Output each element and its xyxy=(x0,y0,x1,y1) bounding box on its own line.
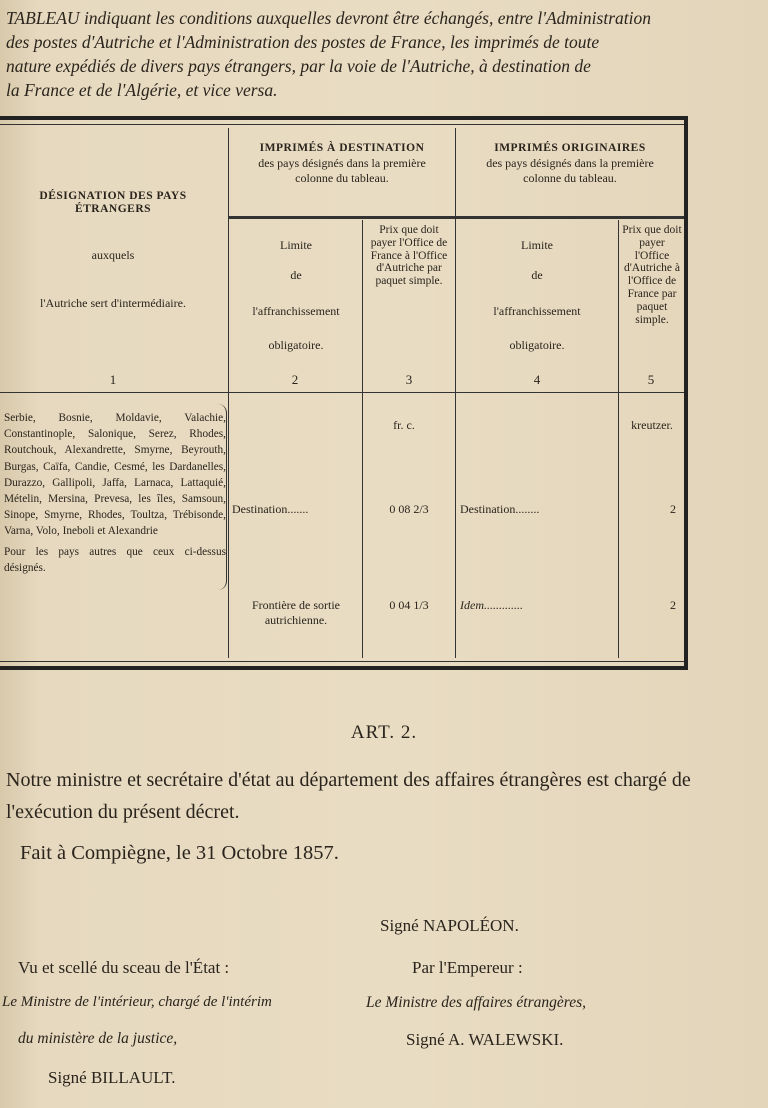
signature-napoleon: Signé NAPOLÉON. xyxy=(380,916,519,935)
header-rule xyxy=(455,216,684,219)
par-empereur: Par l'Empereur : xyxy=(412,958,523,977)
column-divider xyxy=(362,220,363,658)
limite-label: Limite xyxy=(280,238,312,252)
country-list xyxy=(4,410,226,576)
row2-price-a: 0 04 1/3 xyxy=(389,598,429,612)
limite-label: l'affranchissement xyxy=(252,304,340,318)
group-a-title: IMPRIMÉS À DESTINATION xyxy=(259,142,425,154)
row2-price-b: 2 xyxy=(670,598,676,612)
article-paragraph: Notre ministre et secrétaire d'état au département des affaires étrangères est chargé de l'exécution du présent décret. xyxy=(6,769,691,823)
ministre-interieur: Le Ministre de l'intérieur, chargé de l'intérim xyxy=(2,994,272,1010)
group-a-sub: des pays désignés dans la première colonne du tableau. xyxy=(258,156,426,185)
row1-price-a: 0 08 2/3 xyxy=(389,502,429,516)
col1-sub2: l'Autriche sert d'intermédiaire. xyxy=(40,296,186,310)
prix-b-header: Prix que doit payer l'Office d'Autriche à l'Office de France par paquet simple. xyxy=(622,224,682,326)
col-number: 2 xyxy=(291,372,299,387)
header-rule xyxy=(228,216,455,219)
column-divider xyxy=(455,128,456,658)
intro-line: la France et de l'Algérie, et vice versa. xyxy=(6,80,278,100)
exchange-table xyxy=(0,116,688,670)
prix-a-header: Prix que doit payer l'Office de France à l'Office d'Autriche par paquet simple. xyxy=(370,224,448,288)
row1-destination-b: Destination........ xyxy=(460,502,540,516)
signature-walewski: Signé A. WALEWSKI. xyxy=(406,1030,564,1049)
intro-line: des postes d'Autriche et l'Administration des postes de France, les imprimés de toute xyxy=(6,32,600,52)
group-b-sub: des pays désignés dans la première colonne du tableau. xyxy=(486,156,654,185)
ministere-justice: du ministère de la justice, xyxy=(18,1030,178,1047)
row1-countries: Serbie, Bosnie, Moldavie, Valachie, Constantinople, Salonique, Serez, Rhodes, Routchouk, Alexandrette, Smyrne, Beyrouth, Burgas, Caïfa, Candie, Cesmé, les Dardanelles, Durazzo, Gallipoli, Jaffa, Larnaca, Lattaquié, Mételin, Mersina, Prevesa, les îles, Samsoun, Sinope, Smyrne, Rhodes, Toultza, Trébisonde, Varna, Volo, Ineboli et Alexandrie xyxy=(4,412,226,538)
intro-line: nature expédiés de divers pays étrangers, par la voie de l'Autriche, à destination de xyxy=(6,56,591,76)
limite-label: de xyxy=(531,268,543,282)
row1-destination-a: Destination....... xyxy=(232,502,309,516)
column-divider xyxy=(228,128,229,658)
header-bottom-rule xyxy=(0,392,684,393)
group-b-title: IMPRIMÉS ORIGINAIRES xyxy=(494,142,646,154)
intro-line: TABLEAU indiquant les conditions auxquelles devront être échangés, entre l'Administration xyxy=(6,8,651,28)
row2-countries: Pour les pays autres que ceux ci-dessus désignés. xyxy=(4,545,226,574)
col-number: 5 xyxy=(647,372,655,387)
column-divider xyxy=(618,220,619,658)
col-number: 1 xyxy=(109,372,117,387)
article-heading: ART. 2. xyxy=(350,722,418,743)
fait-line: Fait à Compiègne, le 31 Octobre 1857. xyxy=(20,842,339,864)
unit-kreutzer: kreutzer. xyxy=(631,418,673,432)
limite-label: de xyxy=(290,268,302,282)
col1-header: DÉSIGNATION DES PAYS ÉTRANGERS xyxy=(39,190,187,215)
row2-destination-a: Frontière de sortie autrichienne. xyxy=(252,598,340,627)
brace-mark xyxy=(218,404,227,590)
limite-label: Limite xyxy=(521,238,553,252)
limite-label: l'affranchissement xyxy=(493,304,581,318)
limite-label: obligatoire. xyxy=(509,338,565,352)
row1-price-b: 2 xyxy=(670,502,676,516)
ministre-affaires: Le Ministre des affaires étrangères, xyxy=(366,994,586,1011)
vu-scelle: Vu et scellé du sceau de l'État : xyxy=(18,958,230,977)
signature-billault: Signé BILLAULT. xyxy=(48,1068,176,1087)
limite-label: obligatoire. xyxy=(268,338,324,352)
col1-sub1: auxquels xyxy=(91,248,135,262)
intro-paragraph xyxy=(6,6,686,102)
unit-francs: fr. c. xyxy=(393,418,415,432)
row2-destination-b: Idem............. xyxy=(460,598,523,612)
col-number: 4 xyxy=(533,372,541,387)
col-number: 3 xyxy=(405,372,413,387)
